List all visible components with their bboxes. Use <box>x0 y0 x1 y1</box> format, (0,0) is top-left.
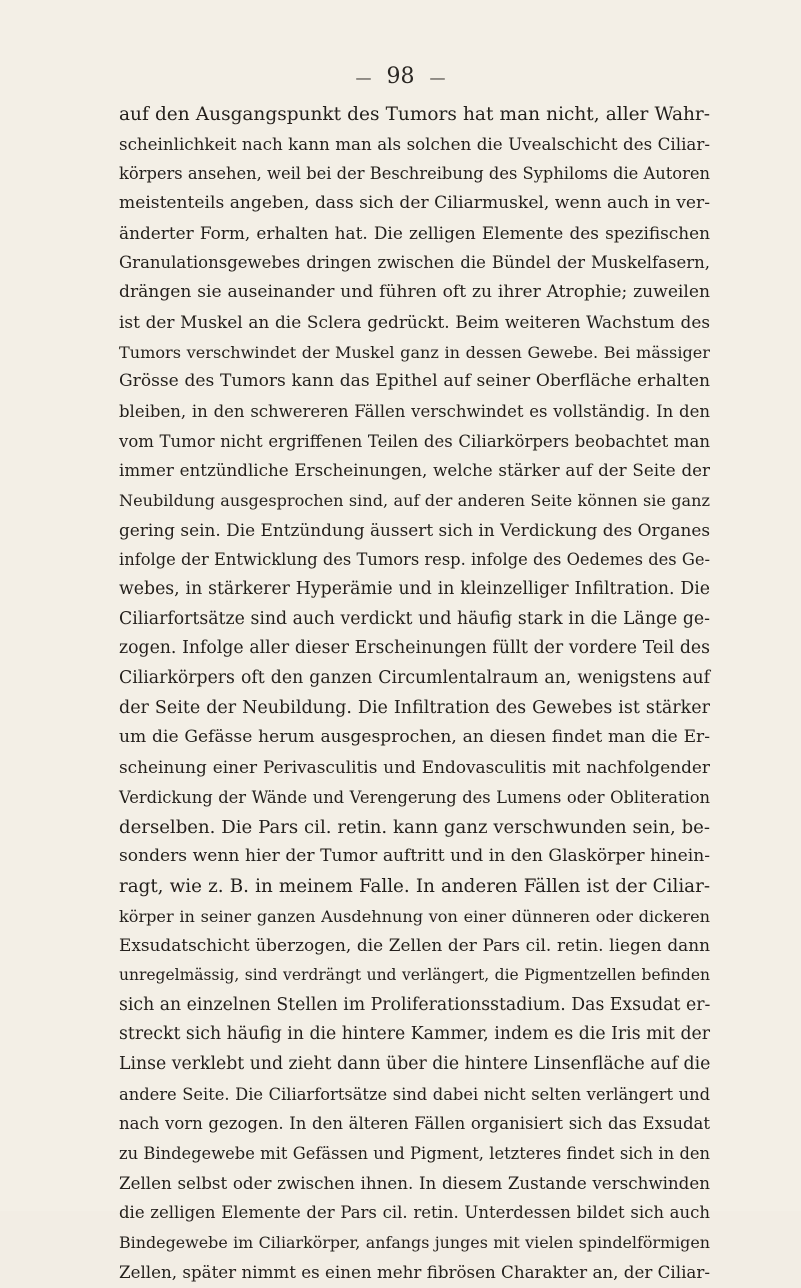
text-line: auf den Ausgangspunkt des Tumors hat man nicht, aller Wahr- <box>119 104 710 125</box>
text-line: um die Gefässe herum ausgesprochen, an diesen findet man die Er- <box>119 727 710 748</box>
text-line: zu Bindegewebe mit Gefässen und Pigment, letzteres findet sich in den <box>119 1144 710 1164</box>
text-line: ist der Muskel an die Sclera gedrückt. Beim weiteren Wachstum des <box>119 311 710 332</box>
text-line: sonders wenn hier der Tumor auftritt und in den Glaskörper hinein- <box>119 846 710 867</box>
text-line: sich an einzelnen Stellen im Proliferationsstadium. Das Exsudat er- <box>119 994 711 1015</box>
text-line: scheinlichkeit nach kann man als solchen die Uvealschicht des Ciliar- <box>119 133 710 154</box>
text-line: Zellen, später nimmt es einen mehr fibrösen Charakter an, der Ciliar- <box>119 1261 710 1282</box>
text-line: streckt sich häufig in die hintere Kammer, indem es die Iris mit der <box>119 1024 710 1045</box>
text-line: vom Tumor nicht ergriffenen Teilen des Ciliarkörpers beobachtet man <box>119 431 710 451</box>
text-line: körper in seiner ganzen Ausdehnung von einer dünneren oder dickeren <box>119 906 710 926</box>
text-line: scheinung einer Perivasculitis und Endovasculitis mit nachfolgender <box>119 757 710 778</box>
text-line: immer entzündliche Erscheinungen, welche stärker auf der Seite der <box>119 460 710 481</box>
text-line: Exsudatschicht überzogen, die Zellen der Pars cil. retin. liegen dann <box>119 935 710 956</box>
text-line: Ciliarfortsätze sind auch verdickt und häufig stark in die Länge ge- <box>119 608 710 629</box>
text-line: Verdickung der Wände und Verengerung des Lumens oder Obliteration <box>119 787 710 807</box>
text-line: gering sein. Die Entzündung äussert sich in Verdickung des Organes <box>119 519 710 540</box>
page-header <box>0 64 801 89</box>
body-text <box>119 100 710 1288</box>
text-line: webes, in stärkerer Hyperämie und in kleinzelliger Infiltration. Die <box>119 579 710 599</box>
text-line: Ciliarkörpers oft den ganzen Circumlentalraum an, wenigstens auf <box>119 668 710 689</box>
header-dash-left: — <box>355 68 372 87</box>
text-line: Zellen selbst oder zwischen ihnen. In diesem Zustande verschwinden <box>119 1172 710 1193</box>
text-line: Neubildung ausgesprochen sind, auf der anderen Seite können sie ganz <box>119 490 710 510</box>
text-line: der Seite der Neubildung. Die Infiltration des Gewebes ist stärker <box>119 697 710 718</box>
text-line: unregelmässig, sind verdrängt und verlängert, die Pigmentzellen befinden <box>119 965 710 984</box>
text-line: körpers ansehen, weil bei der Beschreibung des Syphiloms die Autoren <box>119 164 710 184</box>
text-line: andere Seite. Die Ciliarfortsätze sind dabei nicht selten verlängert und <box>119 1084 710 1104</box>
text-line: Tumors verschwindet der Muskel ganz in dessen Gewebe. Bei mässiger <box>119 342 710 362</box>
text-line: ragt, wie z. B. in meinem Falle. In anderen Fällen ist der Ciliar- <box>119 875 710 897</box>
text-line: nach vorn gezogen. In den älteren Fällen organisiert sich das Exsudat <box>119 1114 710 1134</box>
text-line: die zelligen Elemente der Pars cil. retin. Unterdessen bildet sich auch <box>119 1203 710 1223</box>
text-line: Granulationsgewebes dringen zwischen die Bündel der Muskelfasern, <box>119 253 710 273</box>
text-line: änderter Form, erhalten hat. Die zelligen Elemente des spezifischen <box>119 222 710 243</box>
text-line: Linse verklebt und zieht dann über die hintere Linsenfläche auf die <box>119 1054 711 1074</box>
header-dash-right: — <box>429 68 446 87</box>
text-line: zogen. Infolge aller dieser Erscheinungen füllt der vordere Teil des <box>119 638 710 659</box>
text-line: meistenteils angeben, dass sich der Ciliarmuskel, wenn auch in ver- <box>119 193 710 214</box>
text-line: drängen sie auseinander und führen oft zu ihrer Atrophie; zuweilen <box>119 282 710 303</box>
text-line: derselben. Die Pars cil. retin. kann ganz verschwunden sein, be- <box>119 816 710 838</box>
text-line: infolge der Entwicklung des Tumors resp. infolge des Oedemes des Ge- <box>119 550 710 570</box>
text-line: Grösse des Tumors kann das Epithel auf seiner Oberfläche erhalten <box>119 371 710 392</box>
text-line: Bindegewebe im Ciliarkörper, anfangs junges mit vielen spindelförmigen <box>119 1233 710 1253</box>
page-number: 98 <box>386 64 415 89</box>
text-line: bleiben, in den schwereren Fällen verschwindet es vollständig. In den <box>119 401 710 421</box>
